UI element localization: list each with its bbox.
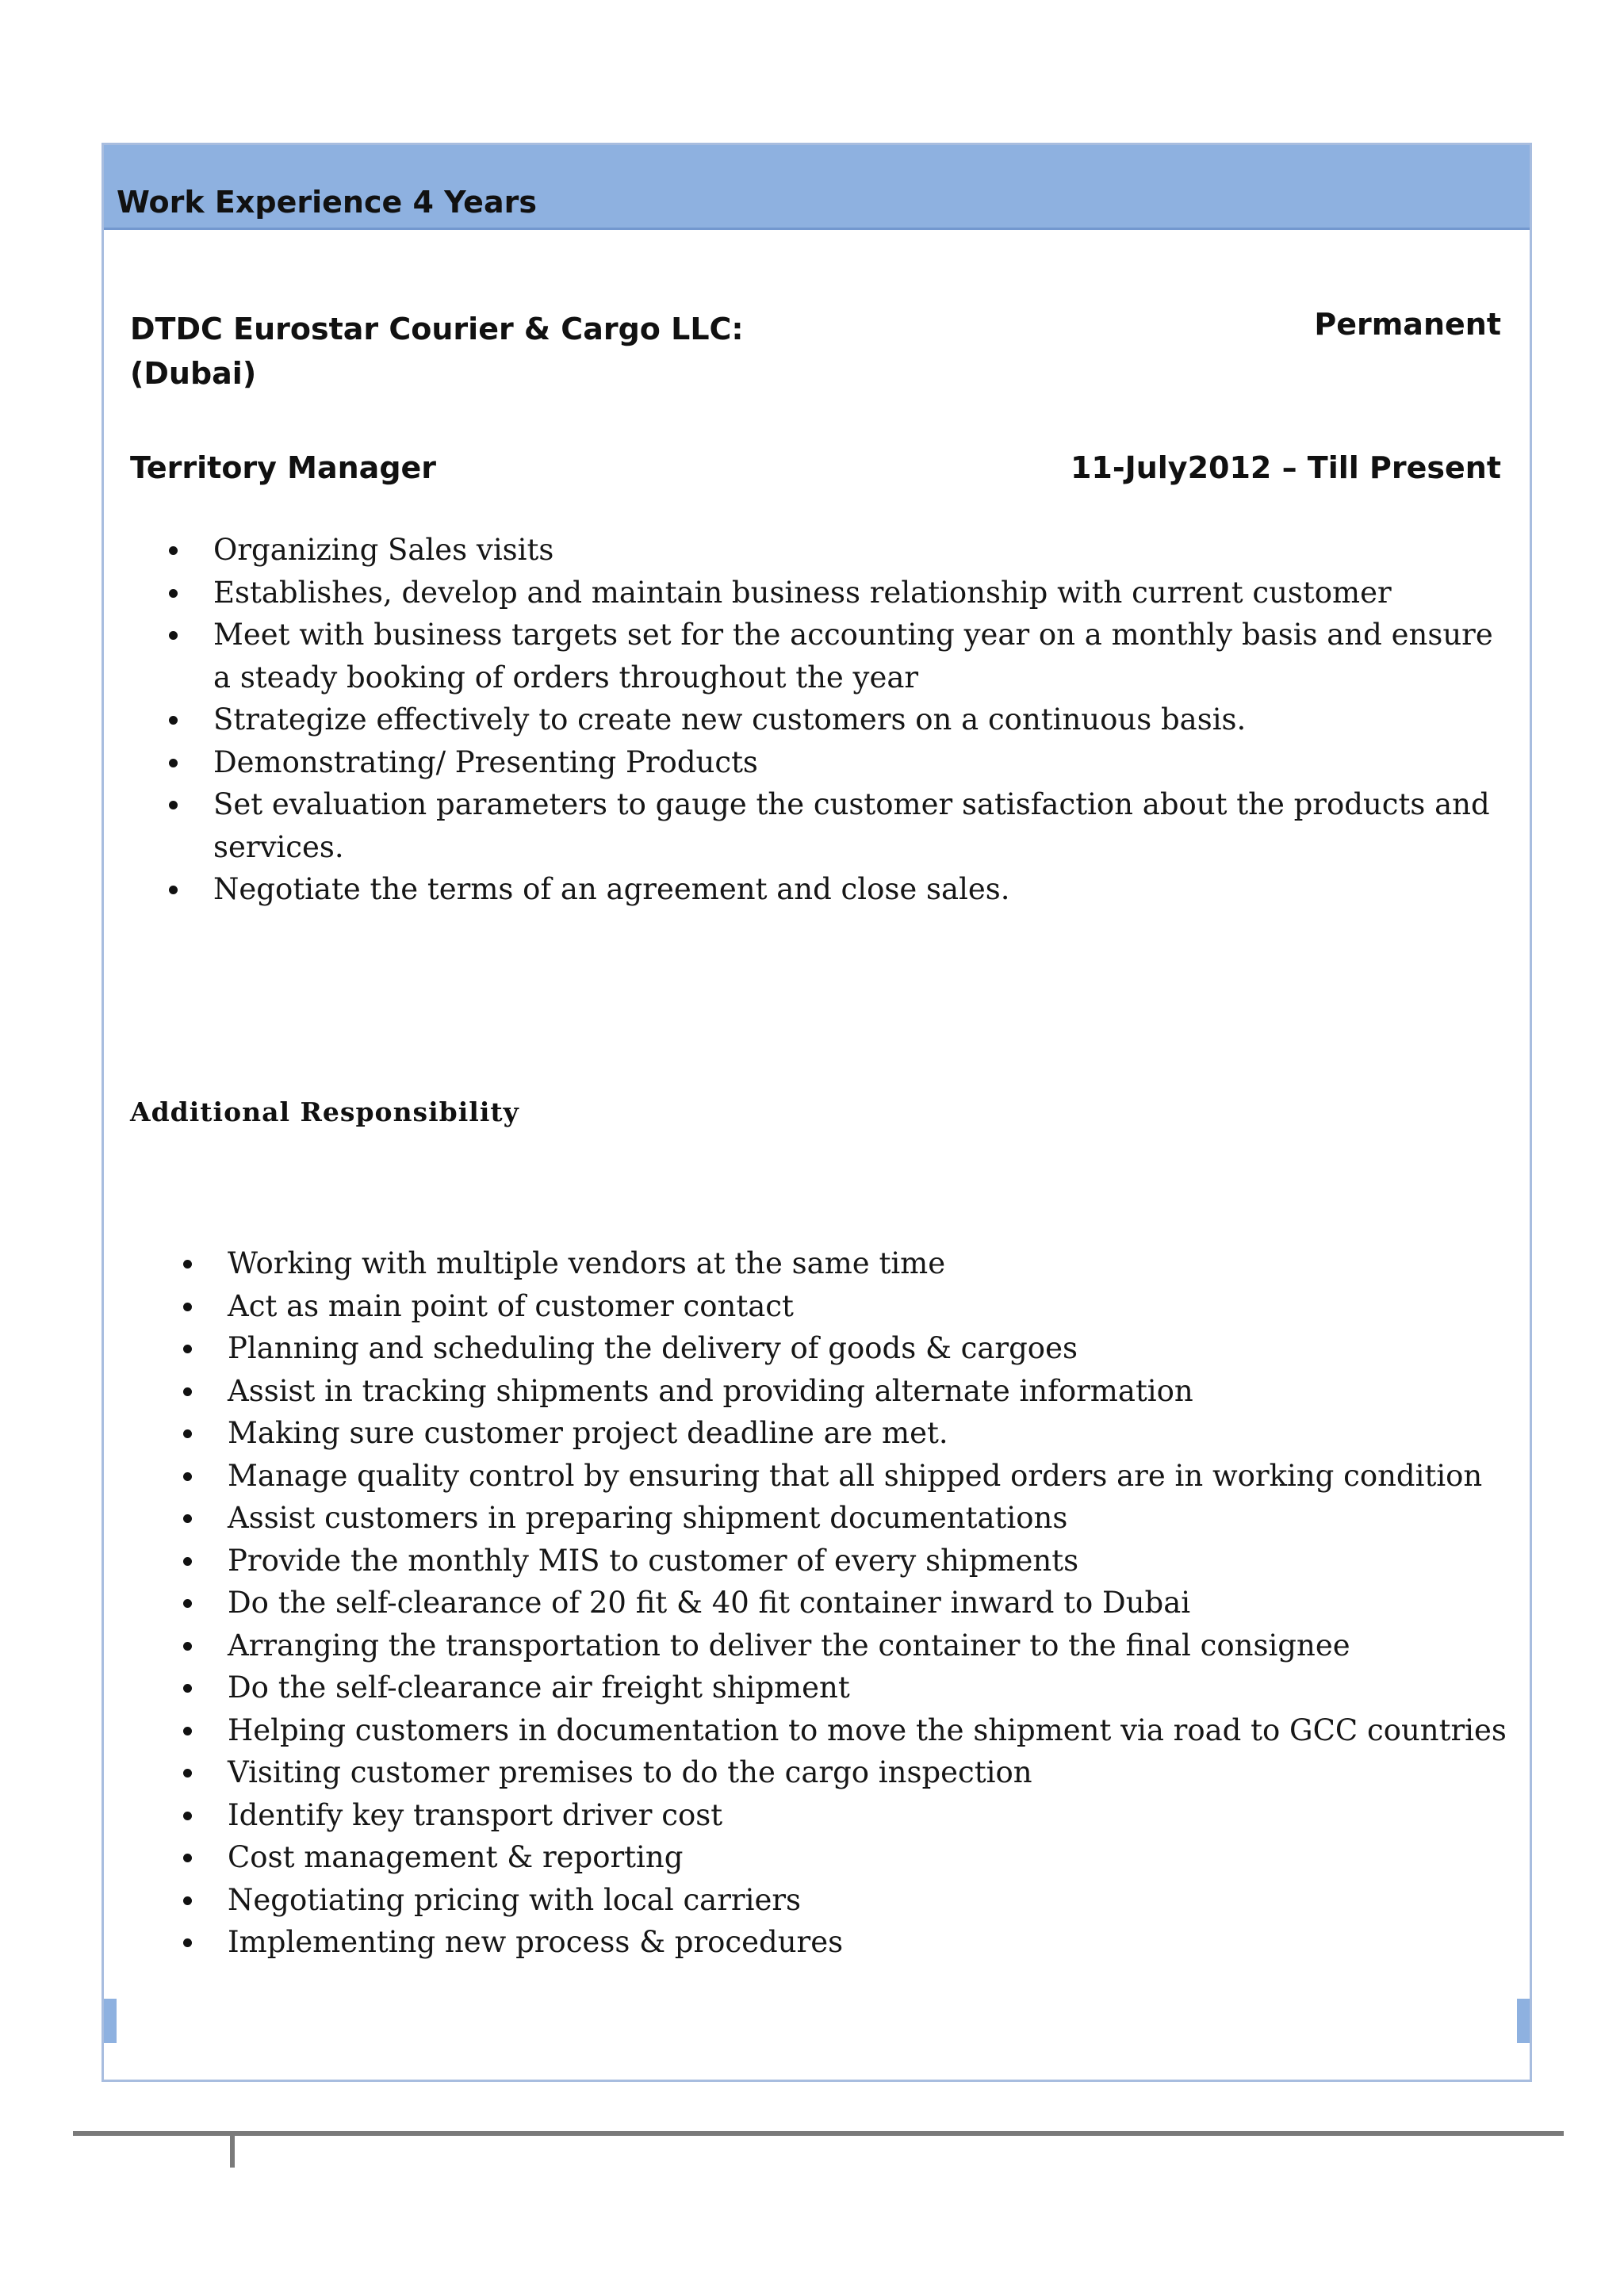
- duties-list: [213, 529, 1514, 911]
- bullet-icon: [183, 1303, 192, 1311]
- footer-tick: [230, 2136, 235, 2168]
- bullet-icon: [169, 759, 178, 767]
- bullet-icon: [169, 716, 178, 725]
- company-block: [130, 307, 744, 396]
- frame-corner-marker: [104, 1999, 117, 2043]
- job-title: Territory Manager: [130, 450, 437, 485]
- list-item: Planning and scheduling the delivery of goods & cargoes: [228, 1327, 1528, 1370]
- list-item: Assist customers in preparing shipment documentations: [228, 1497, 1528, 1540]
- bullet-icon: [183, 1896, 192, 1905]
- list-item: Do the self-clearance of 20 fit & 40 fit container inward to Dubai: [228, 1582, 1528, 1624]
- bullet-icon: [183, 1642, 192, 1651]
- list-item: Working with multiple vendors at the same time: [228, 1242, 1528, 1285]
- list-item: Negotiating pricing with local carriers: [228, 1879, 1528, 1922]
- list-item: Manage quality control by ensuring that all shipped orders are in working condition: [228, 1455, 1528, 1498]
- additional-heading: Additional Responsibility: [130, 1096, 519, 1127]
- bullet-icon: [183, 1472, 192, 1481]
- list-item: Meet with business targets set for the accounting year on a monthly basis and ensure a steady booking of orders throughout the year: [213, 614, 1514, 698]
- bullet-icon: [183, 1429, 192, 1438]
- list-item: Arranging the transportation to deliver the container to the final consignee: [228, 1624, 1528, 1667]
- bullet-icon: [169, 801, 178, 809]
- bullet-icon: [169, 631, 178, 640]
- bullet-icon: [169, 589, 178, 598]
- section-title: Work Experience 4 Years: [117, 185, 537, 220]
- list-item: Implementing new process & procedures: [228, 1921, 1528, 1964]
- bullet-icon: [183, 1345, 192, 1353]
- list-item: Organizing Sales visits: [213, 529, 1514, 572]
- list-item: Assist in tracking shipments and providing alternate information: [228, 1370, 1528, 1413]
- list-item: Do the self-clearance air freight shipment: [228, 1667, 1528, 1709]
- list-item: Helping customers in documentation to move the shipment via road to GCC countries: [228, 1709, 1528, 1752]
- list-item: Demonstrating/ Presenting Products: [213, 741, 1514, 784]
- bullet-icon: [183, 1557, 192, 1566]
- list-item: Negotiate the terms of an agreement and close sales.: [213, 868, 1514, 911]
- footer-rule: [73, 2131, 1564, 2136]
- work-experience-section: [102, 143, 1532, 2082]
- bullet-icon: [183, 1684, 192, 1693]
- bullet-icon: [183, 1260, 192, 1269]
- company-name: DTDC Eurostar Courier & Cargo LLC:: [130, 312, 744, 346]
- bullet-icon: [183, 1727, 192, 1735]
- bullet-icon: [183, 1769, 192, 1777]
- list-item: Making sure customer project deadline are met.: [228, 1412, 1528, 1455]
- employment-status: Permanent: [1314, 307, 1501, 342]
- bullet-icon: [183, 1599, 192, 1608]
- bullet-icon: [183, 1812, 192, 1820]
- company-location: (Dubai): [130, 356, 257, 391]
- additional-list: [228, 1242, 1528, 1964]
- list-item: Act as main point of customer contact: [228, 1285, 1528, 1328]
- bullet-icon: [169, 886, 178, 894]
- employment-dates: 11-July2012 – Till Present: [1070, 450, 1501, 485]
- list-item: Identify key transport driver cost: [228, 1794, 1528, 1837]
- section-header-bar: [104, 145, 1530, 230]
- bullet-icon: [183, 1387, 192, 1396]
- bullet-icon: [183, 1514, 192, 1523]
- list-item: Cost management & reporting: [228, 1836, 1528, 1879]
- list-item: Establishes, develop and maintain business relationship with current customer: [213, 572, 1514, 614]
- bullet-icon: [183, 1854, 192, 1862]
- list-item: Provide the monthly MIS to customer of every shipments: [228, 1540, 1528, 1582]
- list-item: Visiting customer premises to do the cargo inspection: [228, 1751, 1528, 1794]
- frame-corner-marker: [1517, 1999, 1530, 2043]
- bullet-icon: [169, 546, 178, 555]
- bullet-icon: [183, 1938, 192, 1947]
- list-item: Set evaluation parameters to gauge the customer satisfaction about the products and services.: [213, 783, 1514, 868]
- list-item: Strategize effectively to create new customers on a continuous basis.: [213, 698, 1514, 741]
